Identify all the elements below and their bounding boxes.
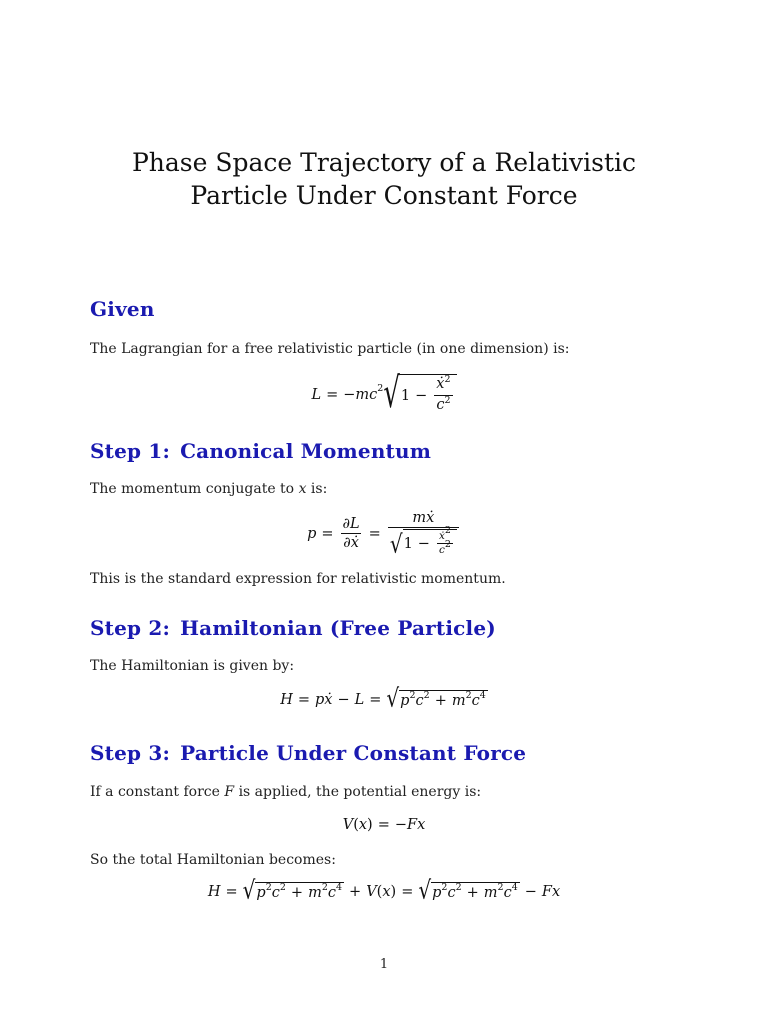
equation-momentum: p = $\frac{\partial L}{\text{∂ẋ}}$ = mẋ √ 1 − $\frac{ẋ^2}{c^2}$ xyxy=(0,510,768,557)
step2-text: The Hamiltonian is given by: xyxy=(90,658,295,674)
equation-hamiltonian-free: H = pẋ − L = √ p $^2$ c $^2$ + m $^2$ c $^4$ xyxy=(280,682,486,713)
section-heading-step3: Step 3: Particle Under Constant Force xyxy=(90,741,527,765)
equation-hamiltonian-total: H = √ p $^2$ c $^2$ + m $^2$ c $^4$ + V ( x ) = √ p $^2$ c $^2$ + m $^2$ c $^4$ − Fx xyxy=(207,874,561,905)
section-heading-given: Given xyxy=(90,297,155,321)
section-heading-step2: Step 2: Hamiltonian (Free Particle) xyxy=(90,616,496,640)
title-line-2: Particle Under Constant Force xyxy=(190,181,578,210)
section-heading-step1: Step 1: Canonical Momentum xyxy=(90,439,432,463)
step3-text: If a constant force F is applied, the potential energy is: xyxy=(90,784,482,800)
equation-potential: V ( x ) = − Fx xyxy=(342,817,426,833)
page-title xyxy=(0,146,768,212)
step1-text: The momentum conjugate to x is: xyxy=(90,481,328,497)
title-line-1: Phase Space Trajectory of a Relativistic xyxy=(131,148,637,177)
given-text: The Lagrangian for a free relativistic particle (in one dimension) is: xyxy=(90,341,570,357)
step1-text-2: This is the standard expression for relativistic momentum. xyxy=(90,571,506,587)
step3-text-2: So the total Hamiltonian becomes: xyxy=(90,852,336,868)
page-number: 1 xyxy=(379,957,389,972)
equation-lagrangian: L = − mc $^2$ √ 1 − $\frac{ẋ^2}{c^2}$ xyxy=(0,374,768,415)
